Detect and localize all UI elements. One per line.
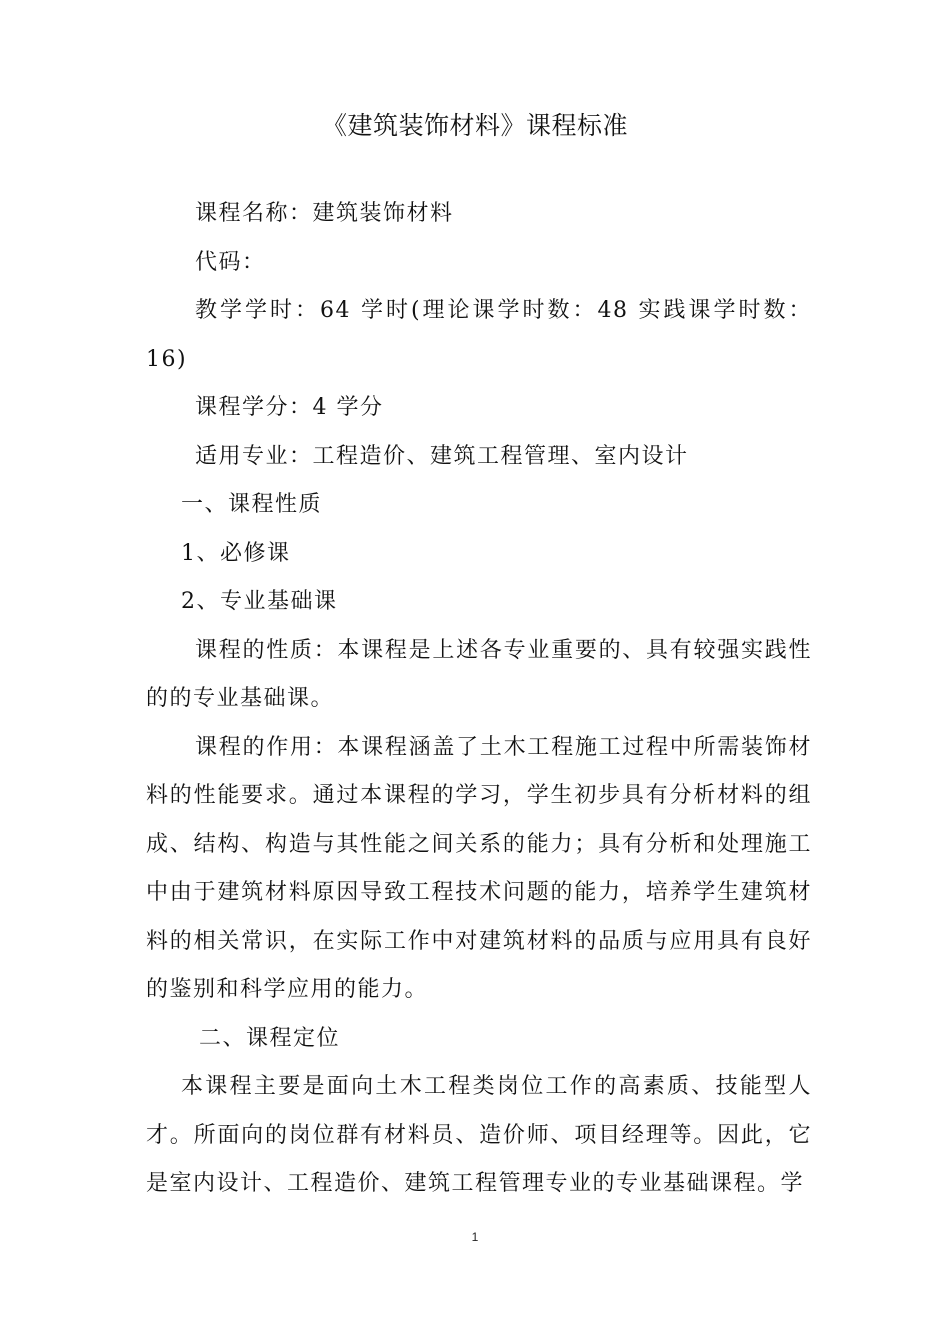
course-credits-paragraph: 课程学分：4 学分	[195, 395, 384, 420]
teaching-hours-paragraph: 教学学时：64 学时(理论课学时数：48 实践课学时数：16)	[146, 298, 812, 372]
course-code-paragraph: 代码：	[195, 249, 266, 275]
course-name-paragraph: 课程名称：建筑装饰材料	[195, 201, 454, 226]
course-role-paragraph: 课程的作用：本课程涵盖了土木工程施工过程中所需装饰材料的性能要求。通过本课程的学习，学生初步具有分析材料的组成、结构、构造与其性能之间关系的能力；具有分析和处理施工中由于建筑材料原因导致工程技术问题的能力，培养学生建筑材料的相关常识，在实际工作中对建筑材料的品质与应用具有良好的鉴别和科学应用的能力。	[146, 734, 812, 1002]
document-body	[146, 190, 812, 1209]
document-title: 《建筑装饰材料》课程标准	[321, 111, 628, 140]
course-nature-paragraph: 课程的性质：本课程是上述各专业重要的、具有较强实践性的的专业基础课。	[146, 637, 812, 711]
list-item-required-course: 1、必修课	[181, 540, 291, 566]
applicable-majors-paragraph: 适用专业：工程造价、建筑工程管理、室内设计	[195, 443, 689, 469]
list-item-professional-foundation: 2、专业基础课	[181, 589, 338, 614]
page-number: 1	[471, 1230, 479, 1244]
section-heading-course-positioning: 二、课程定位	[199, 1025, 341, 1051]
course-positioning-paragraph: 本课程主要是面向土木工程类岗位工作的高素质、技能型人才。所面向的岗位群有材料员、造价师、项目经理等。因此，它是室内设计、工程造价、建筑工程管理专业的专业基础课程。学	[146, 1074, 812, 1196]
section-heading-course-nature: 一、课程性质	[181, 492, 323, 517]
